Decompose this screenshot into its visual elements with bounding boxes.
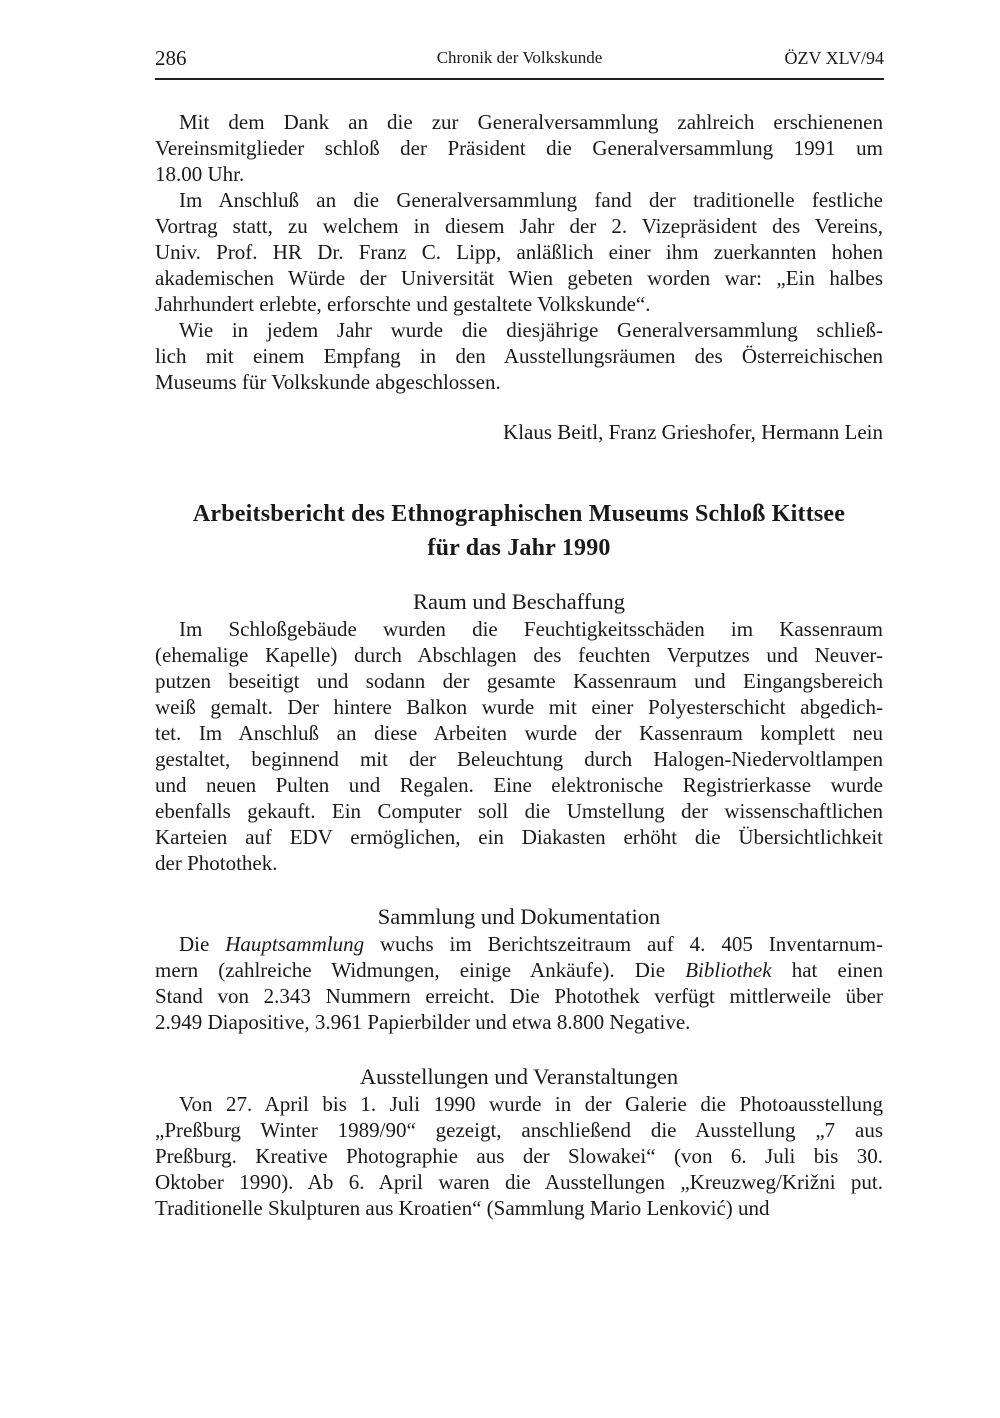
text-line: Oktober 1990). Ab 6. April waren die Ausstellungen „Kreuzweg/Križni put. [155,1170,883,1194]
header-rule [155,78,884,80]
text-line: Univ. Prof. HR Dr. Franz C. Lipp, anläßlich einer ihm zuerkannten hohen [155,240,883,264]
section-heading: Ausstellungen und Veranstaltungen [359,1064,679,1089]
text-line: und neuen Pulten und Regalen. Eine elektronische Registrierkasse wurde [155,773,883,797]
text-line: Vortrag statt, zu welchem in diesem Jahr der 2. Vizepräsident des Vereins, [155,214,883,238]
section-raum [155,588,883,876]
text-line: putzen beseitigt und sodann der gesamte Kassenraum und Eingangsbereich [155,669,883,693]
section-sammlung [155,903,883,1035]
text-line: Jahrhundert erlebte, erforschte und gestaltete Volkskunde“. [155,292,651,316]
article-title [155,497,883,565]
emphasis: Bibliothek [685,958,772,982]
signature: Klaus Beitl, Franz Grieshofer, Hermann Lein [503,420,883,444]
section-heading: Sammlung und Dokumentation [377,904,661,929]
text-line: akademischen Würde der Universität Wien gebeten worden war: „Ein halbes [155,266,883,290]
text-line: Im Schloßgebäude wurden die Feuchtigkeitsschäden im Kassenraum [179,617,883,641]
text-line: Traditionelle Skulpturen aus Kroatien“ (Sammlung Mario Lenković) und [155,1196,770,1220]
running-title: Chronik der Volkskunde [436,48,603,67]
text-line: tet. Im Anschluß an diese Arbeiten wurde der Kassenraum komplett neu [155,721,883,745]
text-line: Preßburg. Kreative Photographie aus der Slowakei“ (von 6. Juli bis 30. [155,1144,883,1168]
article-title-line: Arbeitsbericht des Ethnographischen Museums Schloß Kittsee [192,501,846,527]
running-header [155,46,884,76]
emphasis: Hauptsammlung [225,932,365,956]
text-line: der Photothek. [155,851,278,875]
text-line: 18.00 Uhr. [155,162,245,186]
text-line: Museums für Volkskunde abgeschlossen. [155,370,501,394]
page-number: 286 [155,46,187,70]
text-line: Vereinsmitglieder schloß der Präsident die Generalversammlung 1991 um [155,136,883,160]
section-heading: Raum und Beschaffung [412,589,626,614]
text-line: Von 27. April bis 1. Juli 1990 wurde in der Galerie die Photoausstellung [179,1092,883,1116]
text-line: Stand von 2.343 Nummern erreicht. Die Photothek verfügt mittlerweile über [155,984,883,1008]
article-title-line: für das Jahr 1990 [427,535,611,561]
text-line: mern (zahlreiche Widmungen, einige Ankäufe). Die Bibliothek hat einen [155,958,883,982]
journal-reference: ÖZV XLV/94 [784,48,884,68]
text-line: Die Hauptsammlung wuchs im Berichtszeitraum auf 4. 405 Inventarnum- [179,932,884,956]
text-line: ebenfalls gekauft. Ein Computer soll die Umstellung der wissenschaftlichen [155,799,883,823]
text-line: weiß gemalt. Der hintere Balkon wurde mit einer Polyesterschicht abgedich- [155,695,883,719]
text-line: Mit dem Dank an die zur Generalversammlung zahlreich erschienenen [179,110,883,134]
intro-text [155,109,883,395]
text-line: lich mit einem Empfang in den Ausstellungsräumen des Österreichischen [155,344,883,368]
text-line: Wie in jedem Jahr wurde die diesjährige Generalversammlung schließ- [179,318,883,342]
text-line: Im Anschluß an die Generalversammlung fand der traditionelle festliche [179,188,883,212]
text-line: „Preßburg Winter 1989/90“ gezeigt, anschließend die Ausstellung „7 aus [155,1118,883,1142]
section-ausstellungen [155,1063,883,1221]
text-line: 2.949 Diapositive, 3.961 Papierbilder und etwa 8.800 Negative. [155,1010,691,1034]
text-line: (ehemalige Kapelle) durch Abschlagen des feuchten Verputzes und Neuver- [155,643,883,667]
text-line: gestaltet, beginnend mit der Beleuchtung durch Halogen-Niedervoltlampen [155,747,883,771]
text-line: Karteien auf EDV ermöglichen, ein Diakasten erhöht die Übersichtlichkeit [155,825,883,849]
